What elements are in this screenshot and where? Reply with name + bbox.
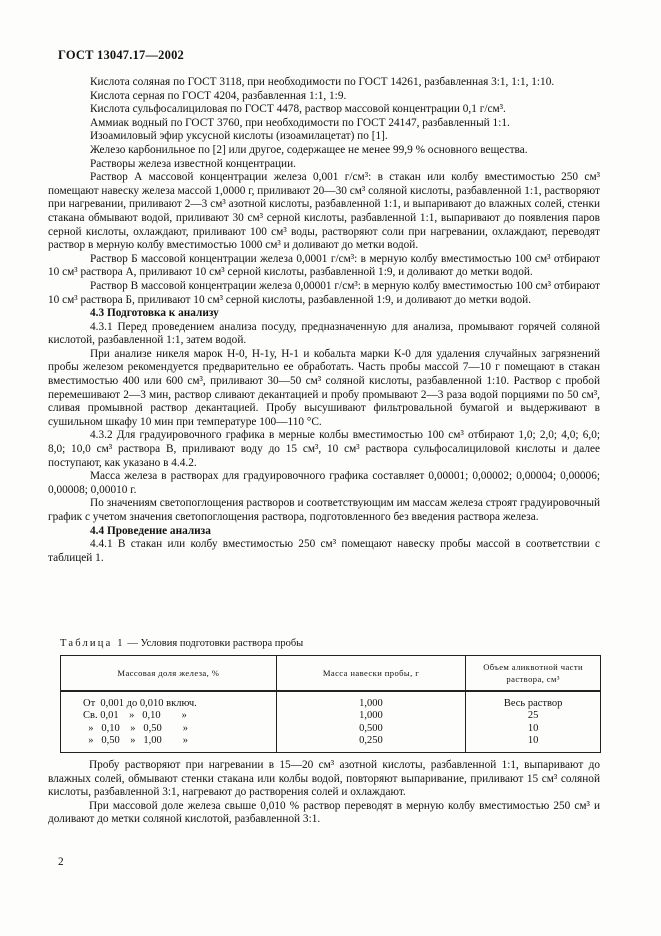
table-cell: 25 xyxy=(466,710,601,722)
solution-v-paragraph: Раствор В массовой концентрации железа 0,00001 г/см³: в мерную колбу вместимостью 100 см³ отбирают 10 см³ раствора Б, приливают 10 см³ серной кислоты, разбавленной 1:9, и доливают до метки водой. xyxy=(48,279,600,306)
table-row xyxy=(61,735,601,752)
mass-paragraph: Масса железа в растворах для градуировочного графика составляет 0,00001; 0,00002; 0,00004; 0,00006; 0,00008; 0,00010 г. xyxy=(48,470,600,496)
reagent-line: Аммиак водный по ГОСТ 3760, при необходимости по ГОСТ 24147, разбавленный 1:1. xyxy=(90,116,510,129)
table-row xyxy=(61,691,601,710)
table-cell: 0,250 xyxy=(276,735,466,752)
paragraph-4-3-2: 4.3.2 Для градуировочного графика в мерные колбы вместимостью 100 см³ отбирают 1,0; 2,0; 4,0; 6,0; 8,0; 10,0 см³ раствора В, приливают воду до 15 см³, 10 см³ раствора сульфосалициловой кислоты и далее поступают, как указано в 4.4.2. xyxy=(48,429,600,469)
reagent-line: Кислота соляная по ГОСТ 3118, при необходимости по ГОСТ 14261, разбавленная 3:1, 1:1, 1:10. xyxy=(90,76,555,88)
table-cell: 1,000 xyxy=(276,710,466,722)
column-header: Масса навески пробы, г xyxy=(276,656,466,692)
reagent-line: Железо карбонильное по [2] или другое, содержащее не менее 99,9 % основного вещества. xyxy=(90,143,528,156)
table-caption xyxy=(60,637,303,651)
after-table-text xyxy=(48,759,600,827)
page-number: 2 xyxy=(58,856,64,868)
solution-a-paragraph: Раствор А массовой концентрации железа 0,001 г/см³: в стакан или колбу вместимостью 250 см³ помещают навеску железа массой 1,0000 г, приливают 20—30 см³ соляной кислоты, разбавленной 1:1, растворяют при нагревании, приливают 2—3 см³ азотной кислоты, разбавленной 1:1, и выпаривают до влажных солей, стенки стакана обмывают водой, приливают 30 см³ серной кислоты, разбавленной 1:1, выпаривают до появления паров серной кислоты, охлаждают, приливают 100 см³ воды, растворяют соли при нагревании, охлаждают, переводят раствор в мерную колбу вместимостью 1000 см³ и доливают до метки водой. xyxy=(48,171,600,252)
section-4-3-heading: 4.3 Подготовка к анализу xyxy=(90,307,219,320)
main-text xyxy=(48,76,600,565)
reagent-line: Кислота серная по ГОСТ 4204, разбавленная 1:1, 1:9. xyxy=(90,89,347,102)
table-cell: 0,500 xyxy=(276,723,466,735)
table-cell: » 0,10 » 0,50 » xyxy=(61,723,277,735)
over-paragraph: При массовой доле железа свыше 0,010 % раствор переводят в мерную колбу вместимостью 250 см³ и доливают до метки соляной кислотой, разбавленной 3:1. xyxy=(48,799,600,826)
graph-paragraph: По значениям светопоглощения растворов и соответствующим им массам железа строят градуировочный график с учетом значения светопоглощения раствора, подготовленного без введения раствора железа. xyxy=(48,497,600,523)
paragraph-4-3-1: 4.3.1 Перед проведением анализа посуду, предназначенную для анализа, промывают горячей соляной кислотой, разбавленной 1:1, затем водой. xyxy=(48,320,600,347)
dissolve-paragraph: Пробу растворяют при нагревании в 15—20 см³ азотной кислоты, разбавленной 1:1, выпаривают до влажных солей, обмывают стенки стакана или колбы водой, повторяют выпаривание, приливают 15 см³ соляной кислоты, разбавленной 3:1, нагревают до растворения солей и охлаждают. xyxy=(48,759,600,799)
table-row xyxy=(61,723,601,735)
conditions-table xyxy=(60,655,601,753)
standard-header: ГОСТ 13047.17—2002 xyxy=(58,48,184,62)
table-cell: От 0,001 до 0,010 включ. xyxy=(61,691,277,710)
table-caption-text: — Условия подготовки раствора пробы xyxy=(124,638,304,649)
column-header: Массовая доля железа, % xyxy=(61,656,277,692)
table-cell: » 0,50 » 1,00 » xyxy=(61,735,277,752)
table-cell: Св. 0,01 » 0,10 » xyxy=(61,710,277,722)
table-caption-label: Таблица 1 xyxy=(60,638,125,649)
table-row xyxy=(61,710,601,722)
table-cell: Весь раствор xyxy=(466,691,601,710)
reagent-line: Кислота сульфосалициловая по ГОСТ 4478, раствор массовой концентрации 0,1 г/см³. xyxy=(90,103,506,116)
reagent-line: Изоамиловый эфир уксусной кислоты (изоамилацетат) по [1]. xyxy=(90,130,388,143)
table-cell: 1,000 xyxy=(276,691,466,710)
section-4-4-heading: 4.4 Проведение анализа xyxy=(90,524,211,537)
column-header: Объем аликвотной части раствора, см³ xyxy=(466,656,601,692)
nickel-paragraph: При анализе никеля марок Н-0, Н-1у, Н-1 и кобальта марки К-0 для удаления случайных загрязнений пробы железом рекомендуется предварительно ее обработать. Часть пробы массой 7—10 г помещают в стакан вместимостью 400 или 600 см³, приливают 30—50 см³ соляной кислоты, разбавленной 1:10. Раствор с пробой перемешивают 2—3 мин, раствор сливают декантацией и пробу промывают 2—3 раза водой порциями по 50 см³, сливая промывной раствор декантацией. Пробу высушивают фильтровальной бумагой и выдерживают в сушильном шкафу 10 мин при температуре 100—110 °С. xyxy=(48,347,600,428)
table-cell: 10 xyxy=(466,735,601,752)
table-cell: 10 xyxy=(466,723,601,735)
reagent-line: Растворы железа известной концентрации. xyxy=(90,157,296,170)
table-header-row xyxy=(61,656,601,692)
solution-b-paragraph: Раствор Б массовой концентрации железа 0,0001 г/см³: в мерную колбу вместимостью 100 см³ отбирают 10 см³ раствора А, приливают 10 см³ серной кислоты, разбавленной 1:9, и доливают до метки водой. xyxy=(48,252,600,279)
paragraph-4-4-1: 4.4.1 В стакан или колбу вместимостью 250 см³ помещают навеску пробы массой в соответствии с таблицей 1. xyxy=(48,538,600,564)
